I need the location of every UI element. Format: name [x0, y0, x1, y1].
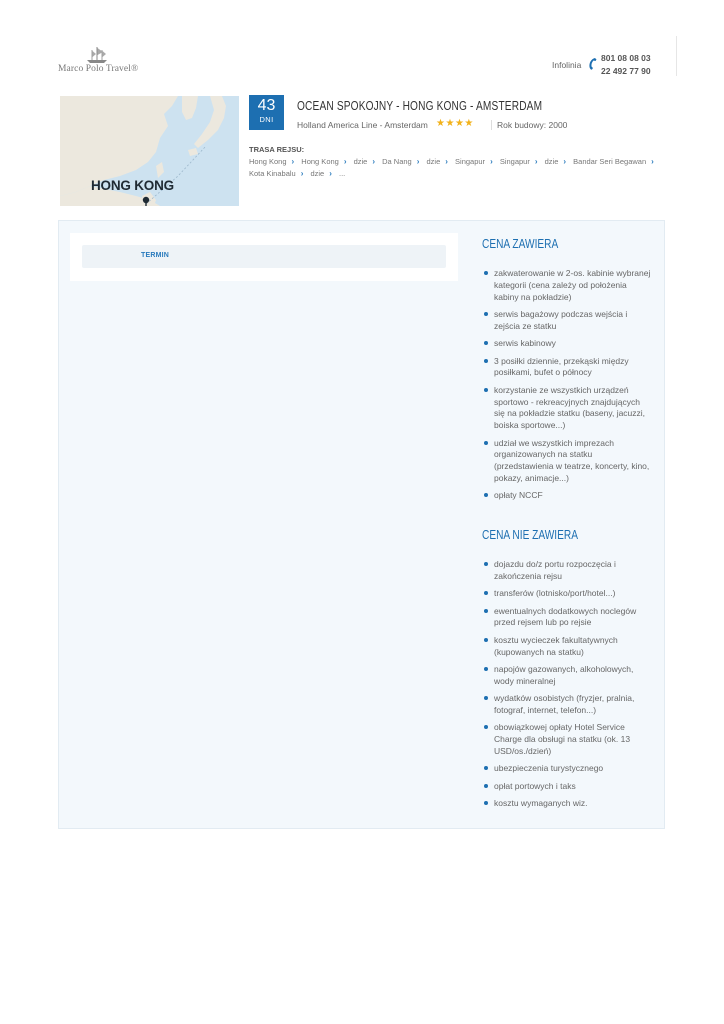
list-item: kosztu wycieczek fakultatywnych (kupowanych na statku): [482, 635, 652, 659]
chevron-right-icon: ›: [490, 157, 493, 166]
route-stop: dzie: [544, 157, 559, 166]
header-divider: [676, 36, 677, 76]
phone-number-2[interactable]: 22 492 77 90: [601, 66, 651, 76]
chevron-right-icon: ›: [300, 169, 304, 178]
list-item: 3 posiłki dziennie, przekąski między posiłkami, bufet o północy: [482, 356, 652, 380]
list-item: zakwaterowanie w 2-os. kabinie wybranej kategorii (cena zależy od położenia kabiny na pokładzie): [482, 268, 652, 303]
logo[interactable]: [58, 46, 142, 80]
subtitle-divider: [491, 120, 492, 130]
route-label: TRASA REJSU:: [249, 145, 305, 154]
star-icon: ★: [445, 118, 455, 129]
build-year: Rok budowy: 2000: [497, 120, 568, 130]
termin-label: TERMIN: [141, 252, 170, 259]
chevron-right-icon: ›: [343, 157, 347, 166]
phone-number-1[interactable]: 801 08 08 03: [601, 53, 651, 63]
list-item: obowiązkowej opłaty Hotel Service Charge dla obsługi na statku (ok. 13 USD/os./dzień): [482, 722, 652, 757]
star-icon: ★: [454, 118, 465, 129]
route-stop: Kota Kinabalu: [249, 169, 296, 178]
map-label: HONG KONG: [91, 178, 174, 193]
excludes-list: [482, 559, 652, 815]
route-stop: Hong Kong: [301, 157, 339, 166]
days-count: 43: [257, 97, 276, 114]
ship-icon: [84, 46, 110, 64]
list-item: transferów (lotnisko/port/hotel...): [482, 588, 652, 600]
star-icon: ★: [464, 118, 474, 129]
chevron-right-icon: ›: [651, 157, 654, 166]
list-item: napojów gazowanych, alkoholowych, wody mineralnej: [482, 664, 652, 688]
route-stops: [249, 156, 659, 180]
list-item: korzystanie ze wszystkich urządzeń sportowo - rekreacyjnych znajdujących się na pokładzie statku (baseny, jacuzzi, boiska sportowe...): [482, 385, 652, 432]
includes-list: [482, 268, 652, 508]
chevron-right-icon: ›: [534, 157, 538, 166]
route-stop: ...: [339, 169, 346, 178]
route-stop: Singapur: [455, 157, 486, 166]
list-item: dojazdu do/z portu rozpoczęcia i zakończenia rejsu: [482, 559, 652, 583]
phone-icon: [587, 57, 598, 71]
list-item: wydatków osobistych (fryzjer, pralnia, fotograf, internet, telefon...): [482, 693, 652, 717]
route-stop: Singapur: [499, 157, 530, 166]
list-item: serwis bagażowy podczas wejścia i zejścia ze statku: [482, 309, 652, 333]
route-stop: dzie: [310, 169, 325, 178]
list-item: opłat portowych i taks: [482, 781, 652, 793]
route-stop: Hong Kong: [249, 157, 287, 166]
chevron-right-icon: ›: [563, 157, 567, 166]
termin-header[interactable]: [82, 245, 446, 268]
chevron-right-icon: ›: [291, 157, 295, 166]
cruise-title: OCEAN SPOKOJNY - HONG KONG - AMSTERDAM: [297, 98, 543, 113]
route-stop: dzie: [353, 157, 368, 166]
route-stop: Bandar Seri Begawan: [573, 157, 647, 166]
days-unit: DNI: [259, 115, 274, 124]
chevron-right-icon: ›: [416, 157, 420, 166]
rating-stars: [436, 118, 474, 129]
list-item: ubezpieczenia turystycznego: [482, 763, 652, 775]
list-item: opłaty NCCF: [482, 490, 652, 502]
includes-title: CENA ZAWIERA: [482, 236, 559, 251]
infolinia-label: Infolinia: [552, 60, 582, 70]
days-badge: [249, 95, 284, 130]
chevron-right-icon: ›: [329, 169, 332, 178]
cruise-line: Holland America Line - Amsterdam: [297, 120, 428, 130]
excludes-title: CENA NIE ZAWIERA: [482, 527, 578, 542]
list-item: ewentualnych dodatkowych noclegów przed rejsem lub po rejsie: [482, 606, 652, 630]
list-item: serwis kabinowy: [482, 338, 652, 350]
star-icon: ★: [436, 118, 446, 129]
list-item: kosztu wymaganych wiz.: [482, 798, 652, 810]
chevron-right-icon: ›: [445, 157, 448, 166]
route-stop: dzie: [426, 157, 441, 166]
list-item: udział we wszystkich imprezach organizowanych na statku (przedstawienia w teatrze, koncerty, kino, pokazy, animacje...): [482, 438, 652, 485]
chevron-right-icon: ›: [372, 157, 376, 166]
logo-text: Marco Polo Travel®: [58, 64, 139, 74]
route-map[interactable]: [60, 96, 239, 206]
route-stop: Da Nang: [382, 157, 412, 166]
